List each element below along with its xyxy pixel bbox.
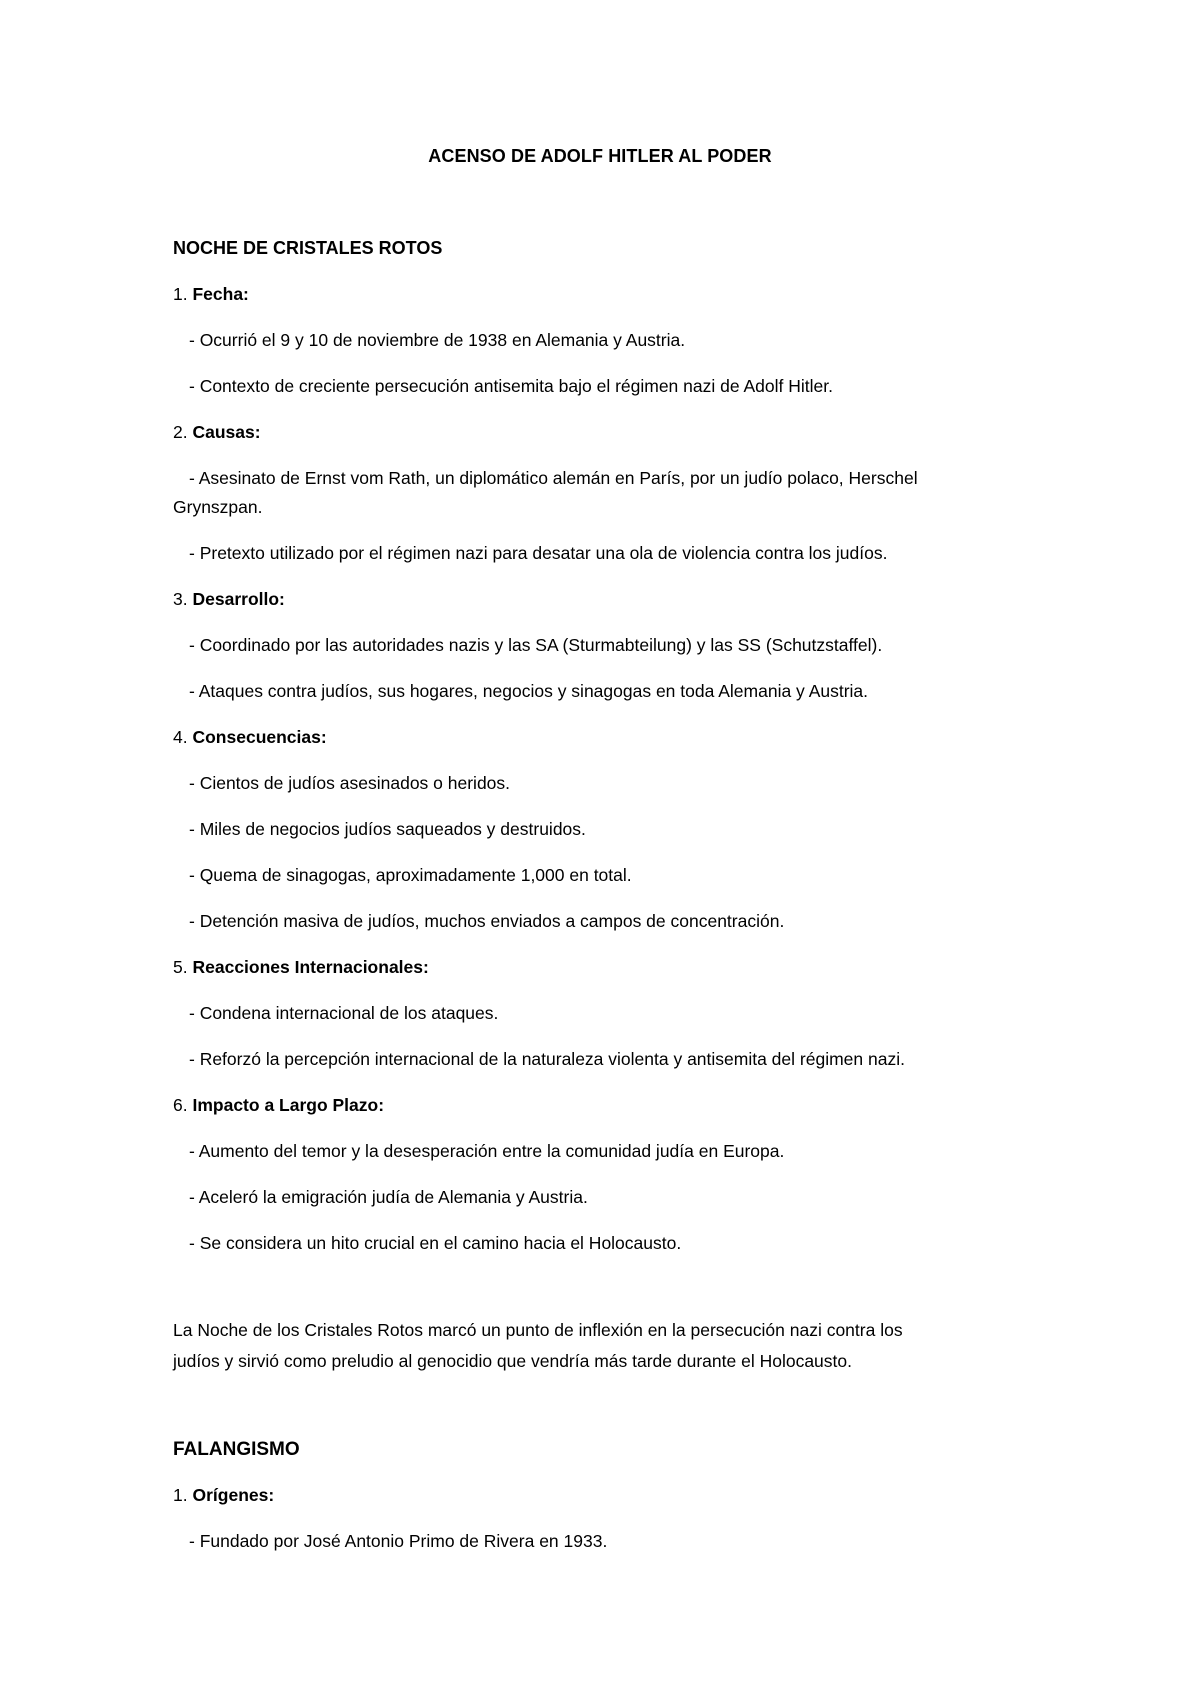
item-heading-fecha [173, 280, 1043, 309]
bullet-line: - Detención masiva de judíos, muchos enviados a campos de concentración. [189, 911, 785, 931]
item-heading-causas [173, 418, 1043, 447]
item-label: Orígenes: [192, 1485, 275, 1505]
bullet-line: - Aumento del temor y la desesperación entre la comunidad judía en Europa. [189, 1141, 785, 1161]
bullet-line: - Coordinado por las autoridades nazis y las SA (Sturmabteilung) y las SS (Schutzstaffel). [189, 635, 883, 655]
section-heading-falangismo: FALANGISMO [173, 1439, 300, 1460]
bullet-line: - Aceleró la emigración judía de Alemania y Austria. [189, 1187, 588, 1207]
item-label: Desarrollo: [192, 589, 285, 609]
item-label: Reacciones Internacionales: [192, 957, 429, 977]
item-heading-reacciones [173, 953, 1043, 982]
bullet-line: - Reforzó la percepción internacional de la naturaleza violenta y antisemita del régimen nazi. [189, 1049, 905, 1069]
document-title: ACENSO DE ADOLF HITLER AL PODER [428, 146, 772, 166]
bullet-line: - Condena internacional de los ataques. [189, 1003, 499, 1023]
section-heading-cristales-rotos: NOCHE DE CRISTALES ROTOS [173, 238, 443, 258]
conclusion-line: judíos y sirvió como preludio al genocidio que vendría más tarde durante el Holocausto. [173, 1351, 852, 1371]
item-number: 2. [173, 422, 188, 442]
bullet-line: - Ocurrió el 9 y 10 de noviembre de 1938 en Alemania y Austria. [189, 330, 686, 350]
bullet-line: - Fundado por José Antonio Primo de Rivera en 1933. [189, 1531, 608, 1551]
bullet-line: - Cientos de judíos asesinados o heridos. [189, 773, 511, 793]
item-heading-origenes [173, 1481, 1043, 1510]
bullet-line: - Se considera un hito crucial en el camino hacia el Holocausto. [189, 1233, 682, 1253]
bullet-line: - Quema de sinagogas, aproximadamente 1,000 en total. [189, 865, 632, 885]
bullet-line: - Miles de negocios judíos saqueados y destruidos. [189, 819, 586, 839]
item-number: 6. [173, 1095, 188, 1115]
item-label: Impacto a Largo Plazo: [192, 1095, 385, 1115]
item-heading-consecuencias [173, 723, 1043, 752]
item-label: Causas: [192, 422, 261, 442]
item-number: 1. [173, 1485, 188, 1505]
item-number: 5. [173, 957, 188, 977]
bullet-line: - Asesinato de Ernst vom Rath, un diplomático alemán en París, por un judío polaco, Herschel [189, 468, 918, 488]
item-heading-impacto [173, 1091, 1043, 1120]
item-heading-desarrollo [173, 585, 1043, 614]
bullet-line: - Contexto de creciente persecución antisemita bajo el régimen nazi de Adolf Hitler. [189, 376, 833, 396]
item-number: 1. [173, 284, 188, 304]
item-number: 4. [173, 727, 188, 747]
item-number: 3. [173, 589, 188, 609]
bullet-line-wrap: Grynszpan. [173, 497, 263, 517]
conclusion-line: La Noche de los Cristales Rotos marcó un punto de inflexión en la persecución nazi contra los [173, 1320, 903, 1340]
item-label: Consecuencias: [192, 727, 327, 747]
bullet-line: - Pretexto utilizado por el régimen nazi para desatar una ola de violencia contra los judíos. [189, 543, 888, 563]
bullet-line: - Ataques contra judíos, sus hogares, negocios y sinagogas en toda Alemania y Austria. [189, 681, 869, 701]
item-label: Fecha: [192, 284, 249, 304]
